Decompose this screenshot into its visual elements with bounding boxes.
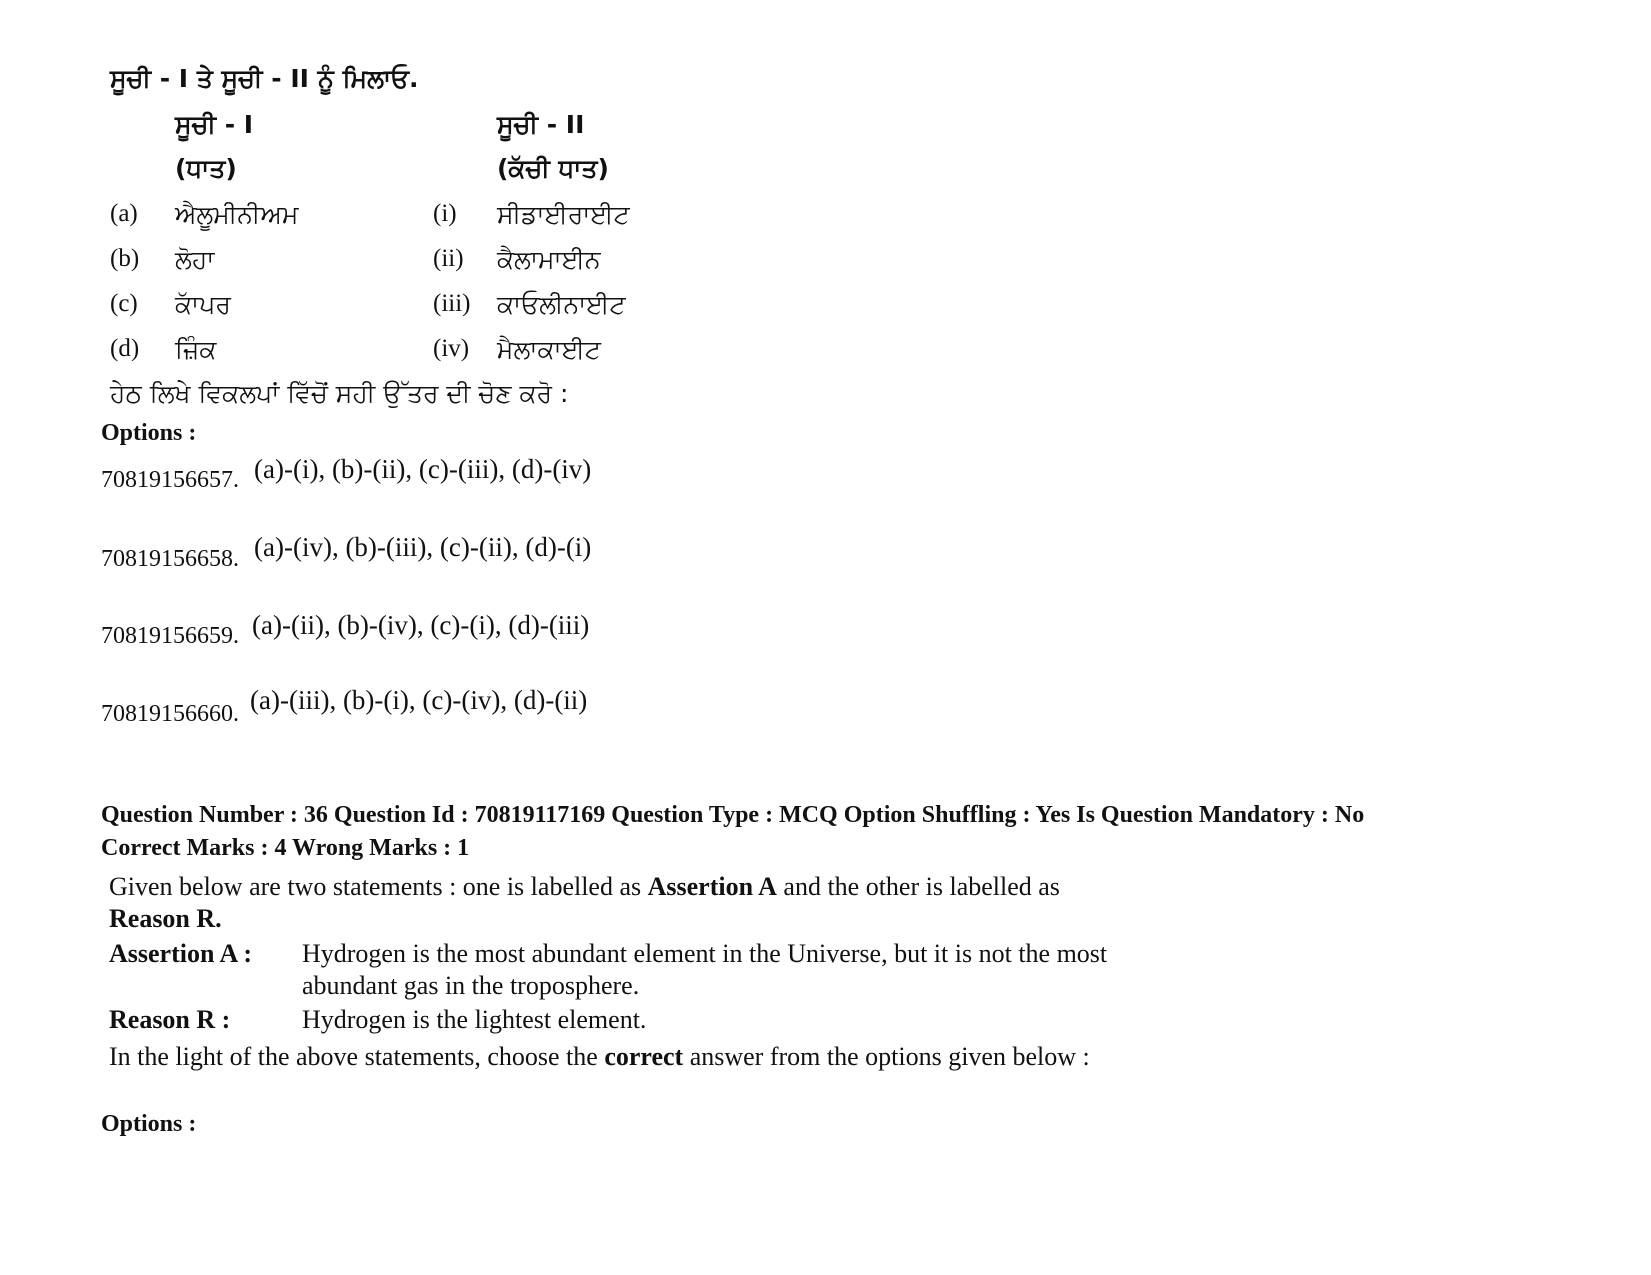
option-id: 70819156659. bbox=[101, 623, 239, 649]
list2-label: (ii) bbox=[433, 245, 464, 272]
list2-item: ਕੈਲਾਮਾਈਨ bbox=[497, 245, 601, 274]
list2-label: (iv) bbox=[433, 335, 470, 362]
assertion-label: Assertion A : bbox=[109, 939, 252, 968]
choose-instruction: ਹੇਠ ਲਿਖੇ ਵਿਕਲਪਾਂ ਵਿੱਚੋਂ ਸਹੀ ਉੱਤਰ ਦੀ ਚੋਣ ਕਰੋ : bbox=[110, 379, 569, 408]
list1-label: (b) bbox=[110, 245, 140, 272]
list1-item: ਲੋਹਾ bbox=[175, 245, 215, 274]
list1-label: (d) bbox=[110, 335, 140, 362]
question-meta: Question Number : 36 Question Id : 70819117169 Question Type : MCQ Option Shuffling : Yes Is Question Mandatory : No bbox=[101, 802, 1365, 828]
prompt-emphasis: correct bbox=[604, 1042, 684, 1071]
match-instruction: ਸੂਚੀ - I ਤੇ ਸੂਚੀ - II ਨੂੰ ਮਿਲਾਓ. bbox=[110, 64, 419, 93]
option-id: 70819156660. bbox=[101, 701, 239, 727]
options-label: Options : bbox=[101, 420, 197, 446]
marks-meta: Correct Marks : 4 Wrong Marks : 1 bbox=[101, 835, 470, 861]
list2-item: ਸੀਡਾਈਰਾਈਟ bbox=[497, 200, 630, 229]
options-label: Options : bbox=[101, 1111, 197, 1137]
intro-text: and the other is labelled as bbox=[776, 872, 1060, 901]
reason-label: Reason R : bbox=[109, 1005, 231, 1034]
prompt-text: In the light of the above statements, choose the bbox=[109, 1042, 605, 1071]
option-text[interactable]: (a)-(iii), (b)-(i), (c)-(iv), (d)-(ii) bbox=[250, 685, 588, 715]
option-id: 70819156658. bbox=[101, 546, 239, 572]
list1-subheader: (ਧਾਤ) bbox=[175, 154, 237, 183]
option-text[interactable]: (a)-(iv), (b)-(iii), (c)-(ii), (d)-(i) bbox=[254, 532, 592, 562]
list1-item: ਜ਼ਿੰਕ bbox=[175, 335, 217, 364]
prompt-text: answer from the options given below : bbox=[683, 1042, 1090, 1071]
list2-item: ਮੈਲਾਕਾਈਟ bbox=[497, 335, 601, 364]
list2-subheader: (ਕੱਚੀ ਧਾਤ) bbox=[497, 154, 609, 183]
list2-label: (i) bbox=[433, 200, 457, 227]
list1-label: (a) bbox=[110, 200, 138, 227]
assertion-text: Hydrogen is the most abundant element in the Universe, but it is not the most abundant gas in the troposphere. bbox=[302, 939, 1108, 1000]
intro-assertion-term: Assertion A bbox=[647, 872, 777, 901]
question-prompt bbox=[109, 1041, 1141, 1073]
list1-header: ਸੂਚੀ - I bbox=[175, 110, 254, 139]
list1-item: ਕਾੱਪਰ bbox=[175, 290, 231, 319]
question-intro bbox=[109, 871, 1141, 935]
option-text[interactable]: (a)-(i), (b)-(ii), (c)-(iii), (d)-(iv) bbox=[254, 454, 592, 484]
option-id: 70819156657. bbox=[101, 467, 239, 493]
list2-header: ਸੂਚੀ - II bbox=[497, 110, 585, 139]
intro-text: Given below are two statements : one is labelled as bbox=[109, 872, 648, 901]
list1-item: ਐਲੂਮੀਨੀਅਮ bbox=[175, 200, 299, 229]
intro-reason-term: Reason R. bbox=[109, 904, 222, 933]
reason-text: Hydrogen is the lightest element. bbox=[302, 1005, 647, 1034]
list2-label: (iii) bbox=[433, 290, 471, 317]
option-text[interactable]: (a)-(ii), (b)-(iv), (c)-(i), (d)-(iii) bbox=[252, 610, 590, 640]
list1-label: (c) bbox=[110, 290, 138, 317]
list2-item: ਕਾਓਲੀਨਾਈਟ bbox=[497, 290, 626, 319]
